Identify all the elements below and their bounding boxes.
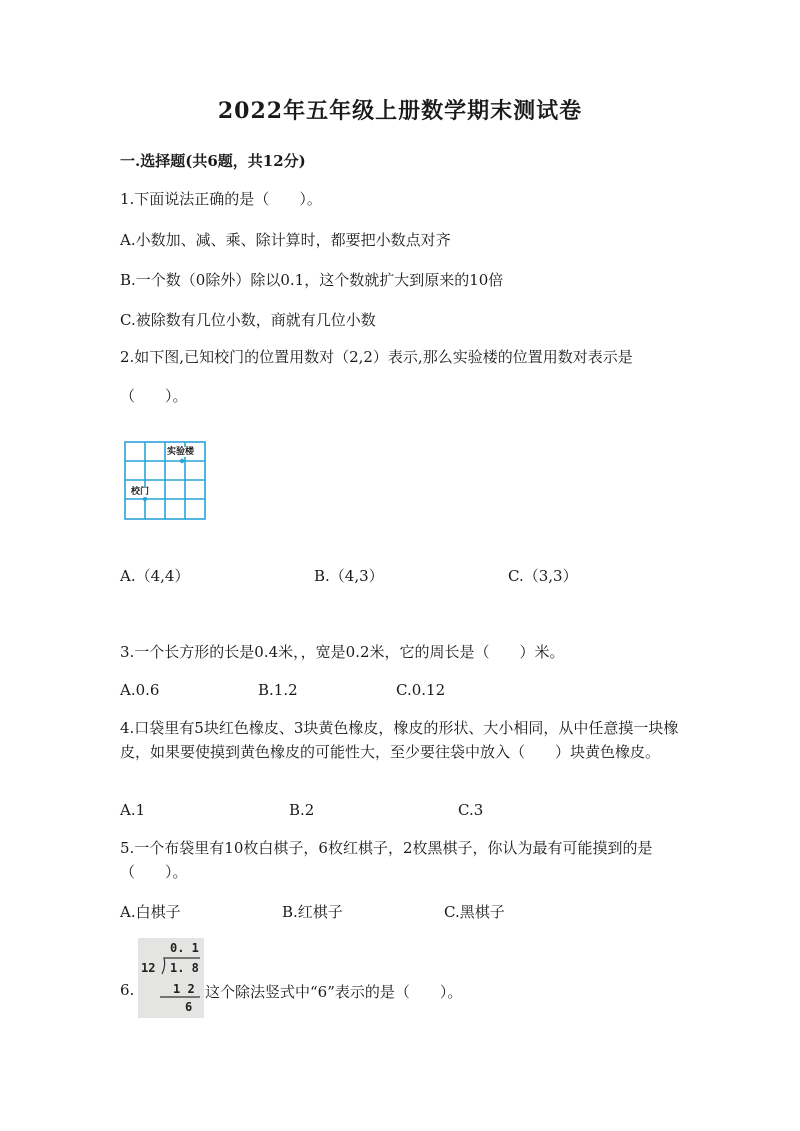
question-2-option-b: B.（4,3） xyxy=(314,567,384,585)
division-quotient: 0. 1 xyxy=(170,941,199,955)
question-1-option-b: B.一个数（0除外）除以0.1，这个数就扩大到原来的10倍 xyxy=(120,271,504,289)
section-heading: 一.选择题(共6题，共12分) xyxy=(120,152,306,170)
question-1-option-c: C.被除数有几位小数，商就有几位小数 xyxy=(120,311,376,329)
question-2-option-c: C.（3,3） xyxy=(508,567,578,585)
division-remainder: 6 xyxy=(185,1000,193,1014)
question-4-option-a: A.1 xyxy=(120,801,146,819)
question-4-option-c: C.3 xyxy=(458,801,484,819)
question-6-number: 6. xyxy=(120,981,135,999)
question-3-option-c: C.0.12 xyxy=(396,681,446,699)
question-5-option-a: A.白棋子 xyxy=(120,903,181,921)
question-2-stem-blank: （ ）。 xyxy=(120,387,188,405)
coordinate-grid-diagram xyxy=(124,441,206,520)
page-title: 2022年五年级上册数学期末测试卷 xyxy=(217,98,583,124)
division-product: 1 2 xyxy=(173,982,195,996)
question-4-stem: 4.口袋里有5块红色橡皮、3块黄色橡皮，橡皮的形状、大小相同，从中任意摸一块橡皮，如果要使摸到黄色橡皮的可能性大，至少要往袋中放入（ ）块黄色橡皮。 xyxy=(120,719,679,761)
question-3-stem: 3.一个长方形的长是0.4米，，宽是0.2米，它的周长是（ ）米。 xyxy=(120,643,565,661)
question-5-option-c: C.黑棋子 xyxy=(444,903,505,921)
division-divisor: 12 xyxy=(141,961,156,975)
question-1-option-a: A.小数加、减、乘、除计算时，都要把小数点对齐 xyxy=(120,231,451,249)
question-5-stem: 5.一个布袋里有10枚白棋子，6枚红棋子，2枚黑棋子，你认为最有可能摸到的是（ ）。 xyxy=(120,839,653,881)
division-bracket-lines xyxy=(138,938,204,1018)
question-4-option-b: B.2 xyxy=(289,801,315,819)
question-2-stem: 2.如下图,已知校门的位置用数对（2,2）表示,那么实验楼的位置用数对表示是 xyxy=(120,348,633,366)
question-6-stem: 这个除法竖式中“6”表示的是（ ）。 xyxy=(205,983,463,1001)
question-3-option-b: B.1.2 xyxy=(258,681,298,699)
lab-label: 实验楼 xyxy=(167,447,195,457)
lab-point-marker xyxy=(180,459,184,463)
question-5-option-b: B.红棋子 xyxy=(282,903,343,921)
question-1-stem: 1.下面说法正确的是（ ）。 xyxy=(120,190,322,208)
question-2-option-a: A.（4,4） xyxy=(120,567,190,585)
long-division-figure xyxy=(138,938,204,1018)
gate-point-marker xyxy=(143,497,147,501)
question-3-option-a: A.0.6 xyxy=(120,681,160,699)
gate-label: 校门 xyxy=(131,487,150,497)
division-dividend: 1. 8 xyxy=(170,961,199,975)
